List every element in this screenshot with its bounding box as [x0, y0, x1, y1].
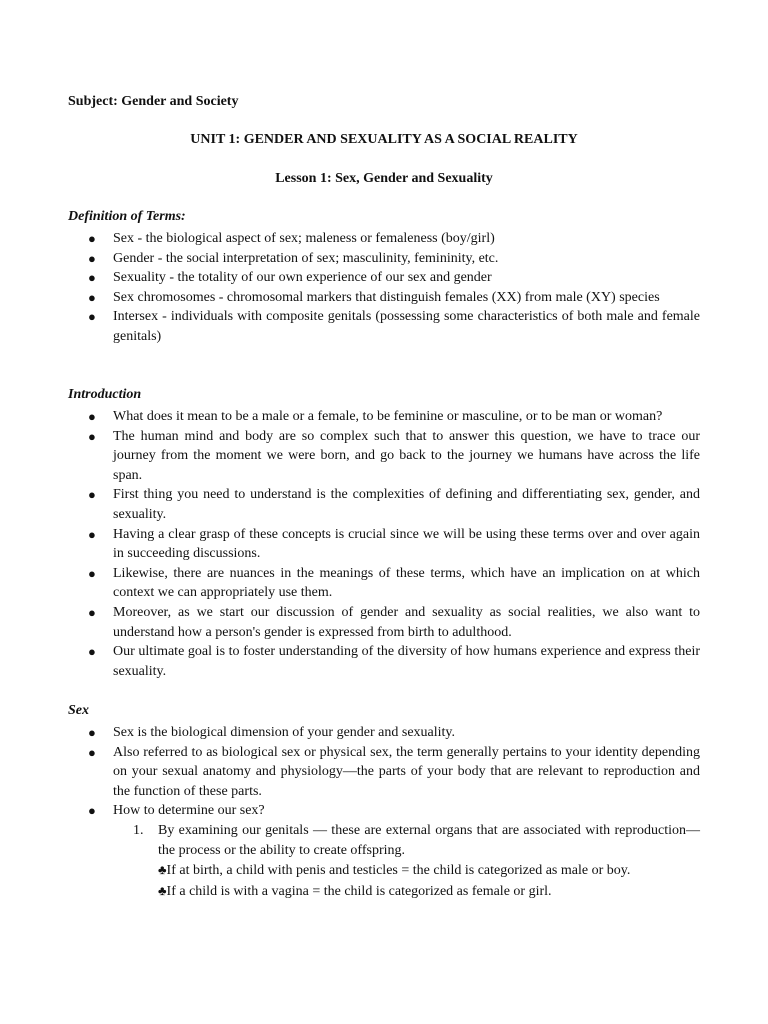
list-item: ● Also referred to as biological sex or physical sex, the term generally pertains to your identity depending on your sexual anatomy and physiology—the parts of your body that are relevant to reproduction and the function of these parts.: [88, 744, 700, 799]
bullet-dot-icon: ●: [88, 604, 96, 620]
unit-title: UNIT 1: GENDER AND SEXUALITY AS A SOCIAL REALITY: [190, 132, 578, 147]
list-item: ● Having a clear grasp of these concepts is crucial since we will be using these terms over and over again in succeeding discussions.: [88, 526, 700, 562]
sub-point: ♣If at birth, a child with penis and testicles = the child is categorized as male or boy.: [158, 862, 631, 879]
club-icon: ♣: [158, 882, 167, 898]
lesson-title: Lesson 1: Sex, Gender and Sexuality: [275, 171, 493, 186]
bullet-dot-icon: ●: [88, 526, 96, 542]
introduction-list: [68, 407, 700, 681]
bullet-dot-icon: ●: [88, 270, 96, 286]
list-item: ● Our ultimate goal is to foster understanding of the diversity of how humans experience and express their sexuality.: [88, 644, 700, 679]
bullet-dot-icon: ●: [88, 644, 96, 660]
list-item: ● Sex - the biological aspect of sex; maleness or femaleness (boy/girl): [68, 229, 700, 249]
list-item: ● How to determine our sex? 1. By examining our genitals — these are external organs that are associated with reproduction—the process or the ability to create offspring. ♣If at birth, a child with penis and testicles = the child is categorized as male or boy. ♣If a child is with a vagina = the child is categorized as female or girl.: [68, 801, 700, 901]
bullet-dot-icon: ●: [88, 725, 96, 740]
bullet-dot-icon: ●: [88, 231, 96, 246]
bullet-dot-icon: ●: [88, 803, 96, 819]
bullet-dot-icon: ●: [88, 744, 96, 760]
list-item: ● Sex chromosomes - chromosomal markers that distinguish females (XX) from male (XY) species: [68, 288, 700, 308]
bullet-dot-icon: ●: [88, 309, 96, 325]
bullet-dot-icon: ●: [88, 409, 96, 424]
list-item: ● Gender - the social interpretation of sex; masculinity, femininity, etc.: [68, 249, 700, 269]
list-item: ● Likewise, there are nuances in the meanings of these terms, which have an implication on at which context we can appropriately use them.: [88, 565, 700, 601]
bullet-dot-icon: ●: [88, 487, 96, 503]
sub-point: ♣If a child is with a vagina = the child is categorized as female or girl.: [158, 882, 552, 899]
bullet-dot-icon: ●: [88, 565, 96, 581]
sex-heading: Sex: [68, 703, 89, 718]
list-item: ● What does it mean to be a male or a female, to be feminine or masculine, or to be man or woman?: [68, 407, 700, 427]
list-item: ● Sex is the biological dimension of your gender and sexuality.: [68, 723, 700, 743]
definitions-list: [68, 229, 700, 347]
introduction-heading: Introduction: [68, 387, 142, 402]
bullet-dot-icon: ●: [88, 289, 96, 305]
bullet-dot-icon: ●: [88, 428, 96, 444]
list-item: ● First thing you need to understand is the complexities of defining and differentiating sex, gender, and sexuality.: [88, 487, 700, 522]
definitions-heading: Definition of Terms:: [68, 209, 186, 224]
list-item: ● Moreover, as we start our discussion of gender and sexuality as social realities, we also want to understand how a person's gender is expressed from birth to adulthood.: [88, 604, 700, 640]
list-item: ● Sexuality - the totality of our own experience of our sex and gender: [68, 268, 700, 288]
list-item: ● The human mind and body are so complex such that to answer this question, we have to trace our journey from the moment we were born, and go back to the journey we humans have across the life span.: [88, 428, 700, 483]
list-item: ● Intersex - individuals with composite genitals (possessing some characteristics of both male and female genitals): [88, 309, 700, 344]
club-icon: ♣: [158, 862, 167, 878]
subject-line: Subject: Gender and Society: [68, 94, 239, 109]
numbered-item: 1. By examining our genitals — these are external organs that are associated with reproduction—the process or the ability to create offspring. ♣If at birth, a child with penis and testicles = the child is categorized as male or boy. ♣If a child is with a vagina = the child is categorized as female or girl.: [113, 821, 700, 901]
number-marker: 1.: [133, 822, 144, 838]
sex-list: [68, 723, 700, 901]
bullet-dot-icon: ●: [88, 250, 96, 266]
numbered-list: [113, 821, 700, 901]
